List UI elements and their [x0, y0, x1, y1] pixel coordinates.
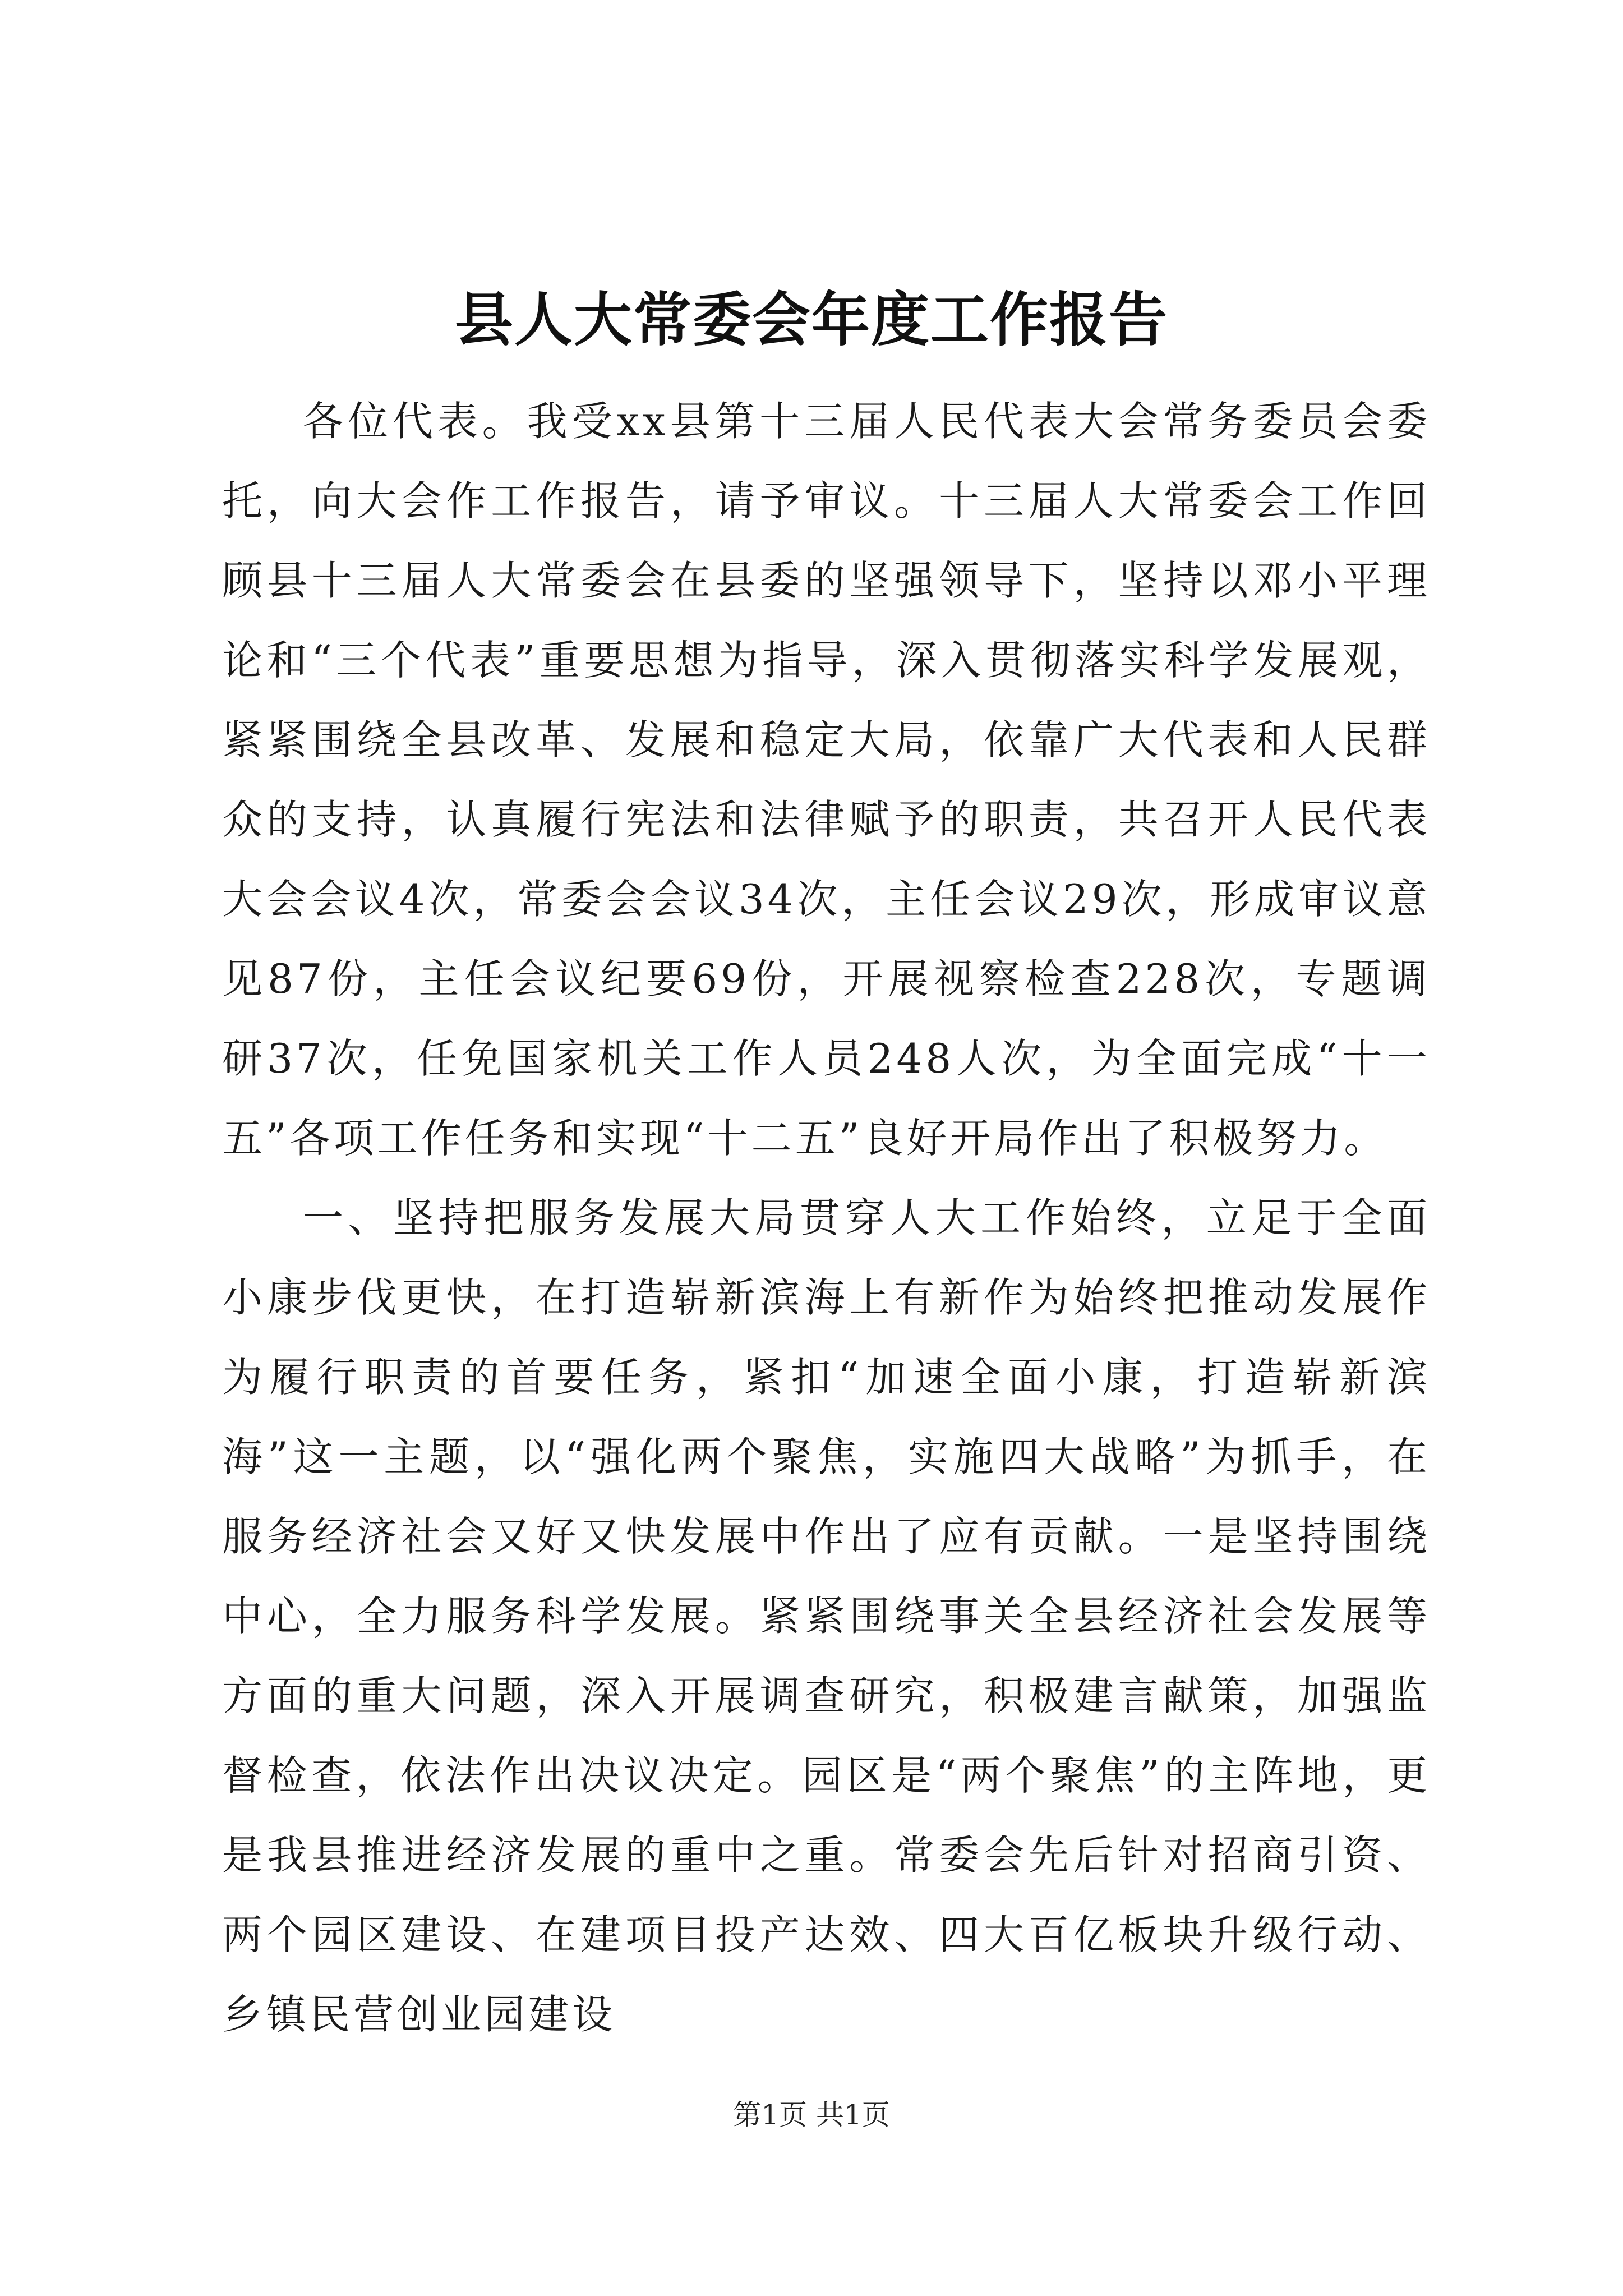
document-title: 县人大常委会年度工作报告 [454, 285, 1168, 354]
paragraph-section-one: 一、坚持把服务发展大局贯穿人大工作始终，立足于全面小康步伐更快，在打造崭新滨海上有新作为始终把推动发展作为履行职责的首要任务，紧扣“加速全面小康，打造崭新滨海”这一主题，以“强化两个聚焦，实施四大战略”为抓手，在服务经济社会又好又快发展中作出了应有贡献。一是坚持围绕中心，全力服务科学发展。紧紧围绕事关全县经济社会发展等方面的重大问题，深入开展调查研究，积极建言献策，加强监督检查，依法作出决议决定。园区是“两个聚焦”的主阵地，更是我县推进经济发展的重中之重。常委会先后针对招商引资、两个园区建设、在建项目投产达效、四大百亿板块升级行动、乡镇民营创业园建设 [222, 1194, 1431, 2038]
paragraph-intro: 各位代表。我受xx县第十三届人民代表大会常务委员会委托，向大会作工作报告，请予审议。十三届人大常委会工作回顾县十三届人大常委会在县委的坚强领导下，坚持以邓小平理论和“三个代表”重要思想为指导，深入贯彻落实科学发展观，紧紧围绕全县改革、发展和稳定大局，依靠广大代表和人民群众的支持，认真履行宪法和法律赋予的职责，共召开人民代表大会会议4次，常委会会议34次，主任会议29次，形成审议意见87份，主任会议纪要69份，开展视察检查228次，专题调研37次，任免国家机关工作人员248人次，为全面完成“十一五”各项工作任务和实现“十二五”良好开局作出了积极努力。 [222, 398, 1431, 1162]
page-footer: 第1页 共1页 [733, 2099, 890, 2131]
document-body [222, 381, 1431, 2054]
